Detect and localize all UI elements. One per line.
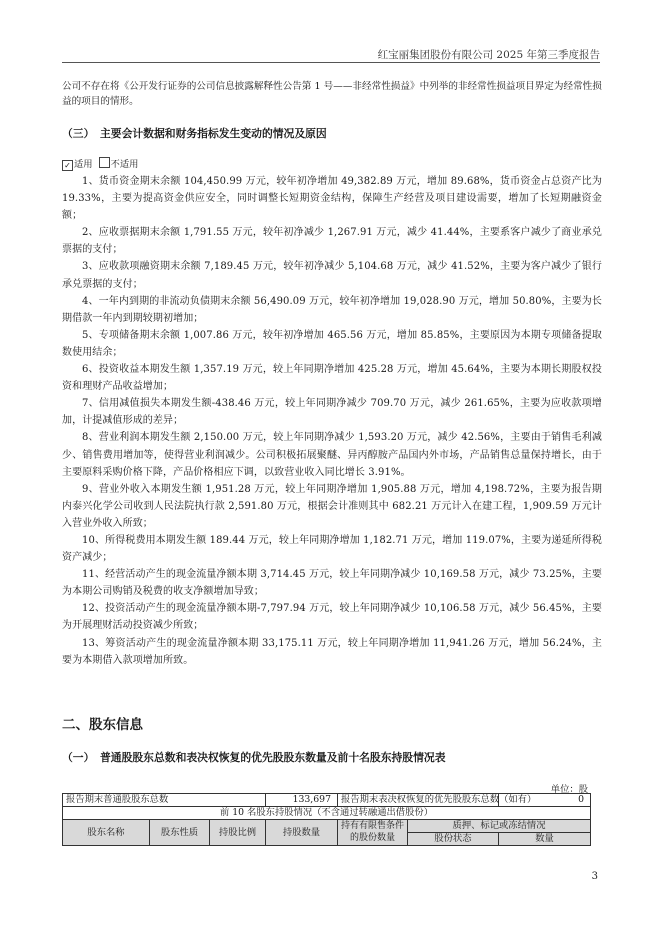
top10-caption: 前 10 名股东持股情况（不含通过转融通出借股份） xyxy=(63,807,591,820)
col-pledge-status-group: 质押、标记或冻结情况 xyxy=(408,820,591,833)
list-item: 9、营业外收入本期发生额 1,951.28 万元，较上年同期净增加 1,905.88 万元，增加 4,198.72%，主要为报告期内泰兴化学公司收到人民法院执行款 2,591.80 万元，根据会计准则其中 682.21 万元计入在建工程，1,909.59 万元计入营业外收入所致； xyxy=(62,483,602,529)
list-item: 4、一年内到期的非流动负债期末余额 56,490.09 万元，较年初净增加 19,028.90 万元，增加 50.80%，主要为长期借款一年内到期较期初增加； xyxy=(62,295,602,324)
list-item: 8、营业利润本期发生额 2,150.00 万元，较上年同期净减少 1,593.20 万元，减少 42.56%，主要由于销售毛利减少、销售费用增加等，使得营业利润减少。公司积极拓展聚醚、异丙醇胺产品国内外市场，产品销售总量保持增长，由于主要原料采购价格下降，产品价格相应下调，以致营业收入同比增长 3.91%。 xyxy=(62,432,602,478)
total-shareholders-value: 133,697 xyxy=(266,794,338,807)
total-shareholders-label: 报告期末普通股股东总数 xyxy=(63,794,266,807)
shareholder-info-heading: 二、股东信息 xyxy=(62,717,143,733)
col-restricted-shares: 持有有限售条件的股份数量 xyxy=(338,820,408,846)
list-item: 5、专项储备期末余额 1,007.86 万元，较年初净增加 465.56 万元，增加 85.85%，主要原因为本期专项储备提取数使用结余； xyxy=(62,329,602,358)
intro-paragraph: 公司不存在将《公开发行证券的公司信息披露解释性公告第 1 号——非经常性损益》中列举的非经常性损益项目界定为经常性损益的项目的情形。 xyxy=(62,81,602,107)
shareholder-subsection-heading xyxy=(62,750,446,765)
header-divider xyxy=(62,62,600,63)
list-item: 10、所得税费用本期发生额 189.44 万元，较上年同期净增加 1,182.71 万元，增加 119.07%，主要为递延所得税资产减少； xyxy=(62,534,602,564)
list-item: 13、筹资活动产生的现金流量净额本期 33,175.11 万元，较上年同期净增加 11,941.26 万元，增加 56.24%，主要为本期借入款项增加所致。 xyxy=(62,637,602,666)
applicable-checkbox[interactable]: ✓ xyxy=(62,160,73,171)
col-pledge-count: 数量 xyxy=(499,833,591,846)
not-applicable-label: 不适用 xyxy=(110,159,139,170)
applicability-options xyxy=(62,156,138,171)
table-header-row xyxy=(63,820,591,833)
list-item: 6、投资收益本期发生额 1,357.19 万元，较上年同期净增加 425.28 万元，增加 45.64%，主要为本期长期股权投资和理财产品收益增加； xyxy=(62,364,602,393)
subsection-title: 普通股股东总数和表决权恢复的优先股股东数量及前十名股东持股情况表 xyxy=(100,751,446,764)
preferred-shareholders-value: 0 xyxy=(499,794,591,807)
applicable-label: 适用 xyxy=(74,159,93,170)
preferred-shareholders-label: 报告期末表决权恢复的优先股股东总数（如有） xyxy=(338,794,499,807)
not-applicable-checkbox[interactable] xyxy=(99,157,110,168)
list-item: 11、经营活动产生的现金流量净额本期 3,714.45 万元，较上年同期净减少 10,169.58 万元，减少 73.25%，主要为本期公司购销及税费的收支净额增加导致； xyxy=(62,569,602,598)
list-item: 1、货币资金期末余额 104,450.99 万元，较年初净增加 49,382.89 万元，增加 89.68%，货币资金占总资产比为 19.33%，主要为提高资金供应安全，同时调整长短期资金结构，保障生产经营及项目建设需要，增加了长短期融资金额； xyxy=(62,176,602,222)
page-number: 3 xyxy=(591,871,598,882)
section-3-heading xyxy=(62,126,327,141)
section-3-number: （三） xyxy=(62,127,95,140)
col-holding-count: 持股数量 xyxy=(266,820,338,846)
table-row xyxy=(63,794,591,807)
col-share-status: 股份状态 xyxy=(408,833,499,846)
col-shareholder-nature: 股东性质 xyxy=(150,820,210,846)
change-explanations-list xyxy=(62,173,602,669)
subsection-number: （一） xyxy=(62,751,95,764)
list-item: 3、应收款项融资期末余额 7,189.45 万元，较年初净减少 5,104.68 万元，减少 41.52%，主要为客户减少了银行承兑票据的支付； xyxy=(62,261,602,290)
unit-label: 单位：股 xyxy=(550,784,588,795)
list-item: 2、应收票据期末余额 1,791.55 万元，较年初净减少 1,267.91 万元，减少 41.44%，主要系客户减少了商业承兑票据的支付； xyxy=(62,227,602,256)
table-row xyxy=(63,807,591,820)
col-holding-ratio: 持股比例 xyxy=(210,820,266,846)
list-item: 12、投资活动产生的现金流量净额本期-7,797.94 万元，较上年同期净减少 10,106.58 万元，减少 56.45%，主要为开展理财活动投资减少所致； xyxy=(62,603,602,632)
col-shareholder-name: 股东名称 xyxy=(63,820,150,846)
report-header-title: 红宝丽集团股份有限公司 2025 年第三季度报告 xyxy=(377,49,600,61)
section-3-title: 主要会计数据和财务指标发生变动的情况及原因 xyxy=(100,127,327,140)
shareholder-table xyxy=(62,793,591,846)
list-item: 7、信用减值损失本期发生额-438.46 万元，较上年同期净减少 709.70 万元，减少 261.65%，主要为应收款项增加，计提减值形成的差异； xyxy=(62,398,602,427)
